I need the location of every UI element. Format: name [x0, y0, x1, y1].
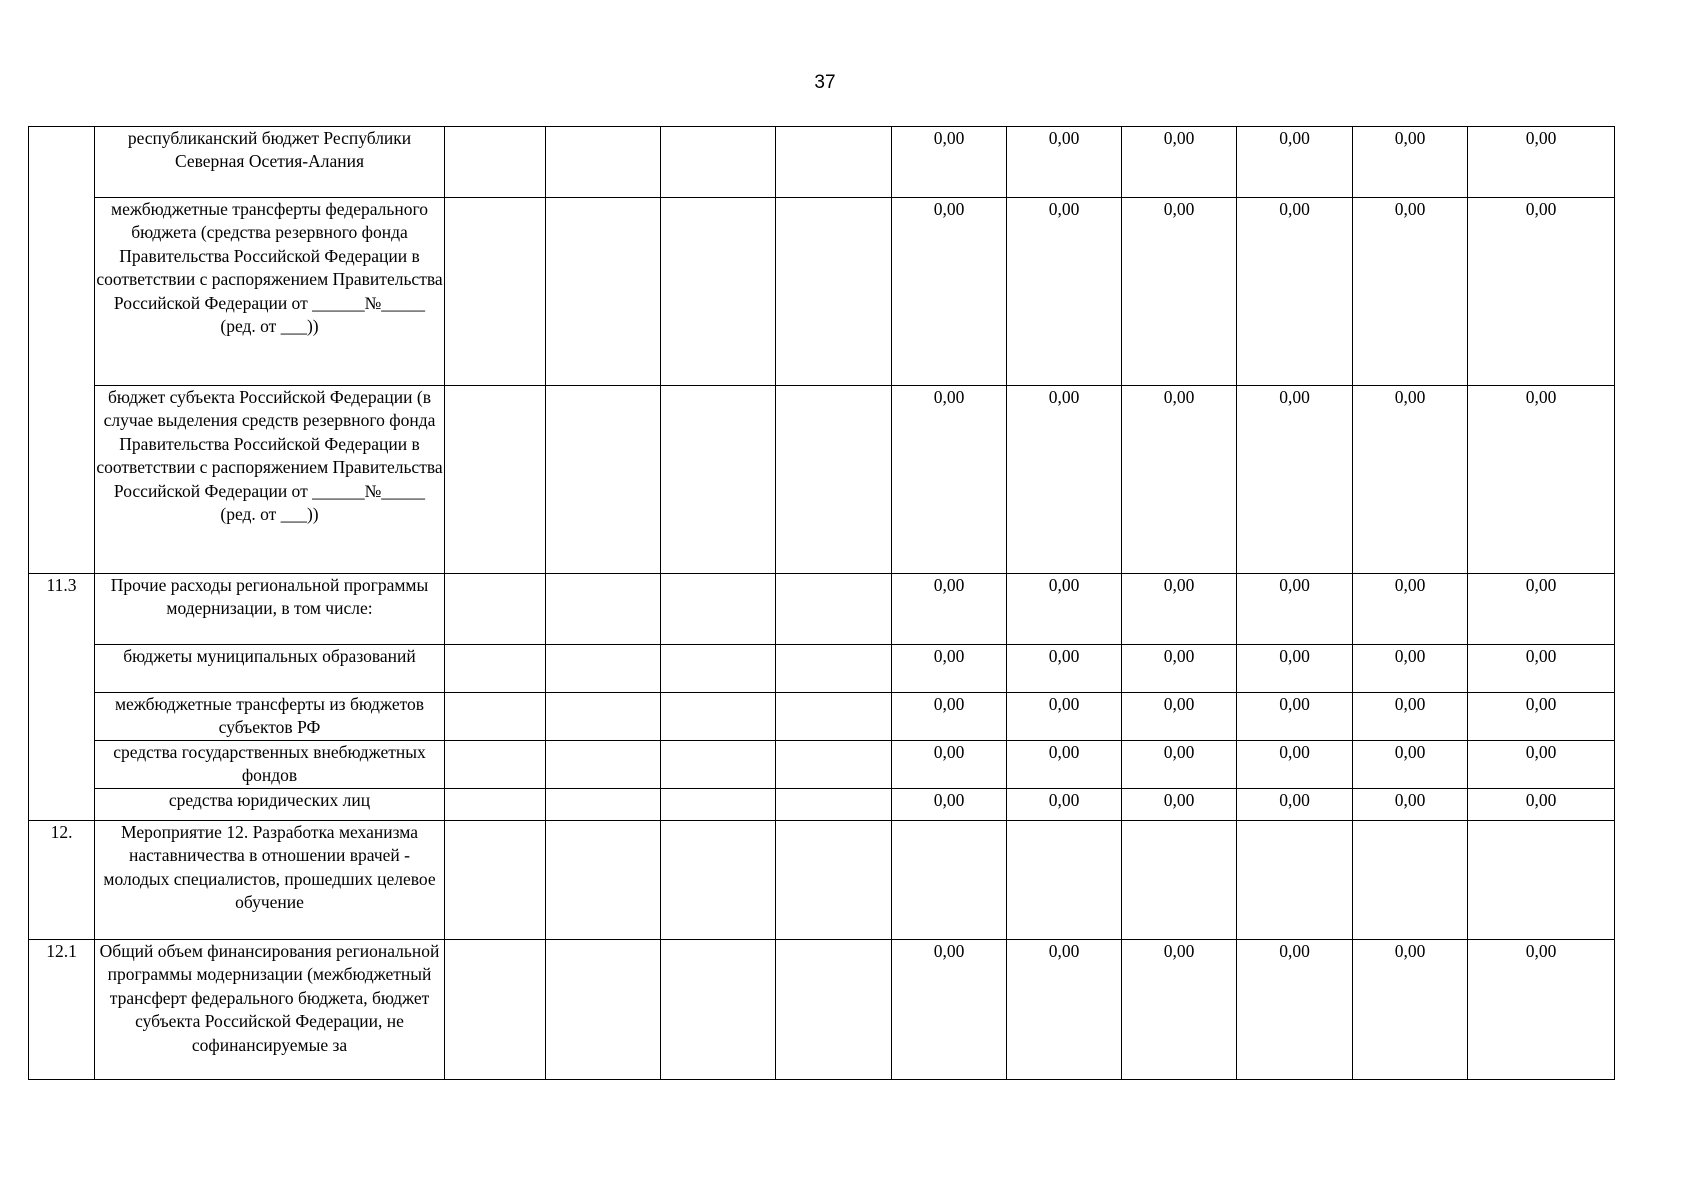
row-description: межбюджетные трансферты из бюджетов субъектов РФ [95, 693, 445, 741]
empty-cell [546, 386, 661, 574]
empty-cell [776, 645, 892, 693]
empty-cell [661, 789, 776, 821]
empty-cell [776, 940, 892, 1080]
value-cell: 0,00 [1237, 127, 1353, 198]
table-row [29, 789, 1615, 821]
table-row [29, 693, 1615, 741]
row-description: бюджеты муниципальных образований [95, 645, 445, 693]
value-cell: 0,00 [1122, 789, 1237, 821]
empty-cell [661, 693, 776, 741]
empty-cell [546, 693, 661, 741]
value-cell: 0,00 [1122, 386, 1237, 574]
empty-cell [661, 386, 776, 574]
empty-cell [546, 645, 661, 693]
empty-cell [776, 821, 892, 940]
empty-cell [661, 574, 776, 645]
row-description: средства государственных внебюджетных фондов [95, 741, 445, 789]
value-cell: 0,00 [892, 645, 1007, 693]
value-cell: 0,00 [1353, 693, 1468, 741]
value-cell: 0,00 [1353, 940, 1468, 1080]
value-cell: 0,00 [1007, 127, 1122, 198]
value-cell: 0,00 [1007, 741, 1122, 789]
empty-cell [445, 940, 546, 1080]
row-description: Общий объем финансирования региональной программы модернизации (межбюджетный трансферт федерального бюджета, бюджет субъекта Российской Федерации, не софинансируемые за [95, 940, 445, 1080]
value-cell: 0,00 [1122, 127, 1237, 198]
empty-cell [445, 645, 546, 693]
value-cell: 0,00 [1468, 574, 1615, 645]
row-description: бюджет субъекта Российской Федерации (в случае выделения средств резервного фонда Правительства Российской Федерации в соответствии с распоряжением Правительства Российской Федерации от ______№_____ (ред. от ___)) [95, 386, 445, 574]
empty-cell [661, 127, 776, 198]
empty-cell [661, 821, 776, 940]
value-cell: 0,00 [1237, 693, 1353, 741]
financing-table [28, 126, 1615, 1080]
empty-cell [661, 940, 776, 1080]
empty-cell [445, 789, 546, 821]
empty-cell [546, 940, 661, 1080]
empty-cell [445, 693, 546, 741]
value-cell: 0,00 [892, 940, 1007, 1080]
value-cell: 0,00 [1237, 940, 1353, 1080]
value-cell: 0,00 [1468, 741, 1615, 789]
table-row [29, 574, 1615, 645]
page-number: 37 [814, 72, 836, 93]
row-number-cell: 11.3 [29, 574, 95, 821]
value-cell: 0,00 [1468, 645, 1615, 693]
value-cell [1237, 821, 1353, 940]
empty-cell [546, 821, 661, 940]
value-cell: 0,00 [1007, 386, 1122, 574]
table-row [29, 127, 1615, 198]
table-row [29, 198, 1615, 386]
value-cell: 0,00 [1237, 198, 1353, 386]
value-cell: 0,00 [1122, 693, 1237, 741]
value-cell: 0,00 [1007, 940, 1122, 1080]
value-cell: 0,00 [892, 741, 1007, 789]
value-cell: 0,00 [892, 789, 1007, 821]
value-cell: 0,00 [1122, 741, 1237, 789]
empty-cell [445, 386, 546, 574]
empty-cell [546, 789, 661, 821]
empty-cell [546, 574, 661, 645]
value-cell [1353, 821, 1468, 940]
empty-cell [445, 198, 546, 386]
value-cell: 0,00 [1007, 574, 1122, 645]
value-cell: 0,00 [1007, 645, 1122, 693]
value-cell: 0,00 [1237, 645, 1353, 693]
table-row [29, 645, 1615, 693]
value-cell [1007, 821, 1122, 940]
value-cell: 0,00 [892, 127, 1007, 198]
empty-cell [776, 693, 892, 741]
value-cell: 0,00 [1122, 198, 1237, 386]
row-number-cell: 12.1 [29, 940, 95, 1080]
value-cell: 0,00 [1468, 127, 1615, 198]
value-cell: 0,00 [1237, 386, 1353, 574]
row-number-cell [29, 127, 95, 574]
value-cell [892, 821, 1007, 940]
value-cell: 0,00 [1007, 693, 1122, 741]
value-cell: 0,00 [1353, 789, 1468, 821]
value-cell: 0,00 [892, 693, 1007, 741]
table-row [29, 821, 1615, 940]
row-description: Прочие расходы региональной программы модернизации, в том числе: [95, 574, 445, 645]
row-number-cell: 12. [29, 821, 95, 940]
value-cell: 0,00 [1237, 741, 1353, 789]
row-description: межбюджетные трансферты федерального бюджета (средства резервного фонда Правительства Российской Федерации в соответствии с распоряжением Правительства Российской Федерации от ______№_____ (ред. от ___)) [95, 198, 445, 386]
empty-cell [776, 741, 892, 789]
value-cell: 0,00 [892, 198, 1007, 386]
table-row [29, 386, 1615, 574]
value-cell [1122, 821, 1237, 940]
value-cell: 0,00 [1353, 198, 1468, 386]
value-cell: 0,00 [1468, 386, 1615, 574]
empty-cell [661, 741, 776, 789]
value-cell: 0,00 [1122, 940, 1237, 1080]
value-cell: 0,00 [892, 574, 1007, 645]
empty-cell [776, 574, 892, 645]
empty-cell [445, 821, 546, 940]
value-cell: 0,00 [1237, 789, 1353, 821]
value-cell: 0,00 [1122, 574, 1237, 645]
value-cell: 0,00 [1122, 645, 1237, 693]
value-cell: 0,00 [1237, 574, 1353, 645]
empty-cell [546, 741, 661, 789]
value-cell: 0,00 [1353, 574, 1468, 645]
value-cell: 0,00 [1353, 741, 1468, 789]
table-row [29, 940, 1615, 1080]
empty-cell [661, 198, 776, 386]
empty-cell [776, 127, 892, 198]
row-description: средства юридических лиц [95, 789, 445, 821]
empty-cell [445, 741, 546, 789]
row-description: республиканский бюджет Республики Северная Осетия-Алания [95, 127, 445, 198]
empty-cell [546, 198, 661, 386]
value-cell: 0,00 [1468, 940, 1615, 1080]
value-cell: 0,00 [1468, 693, 1615, 741]
empty-cell [445, 127, 546, 198]
empty-cell [445, 574, 546, 645]
empty-cell [661, 645, 776, 693]
value-cell: 0,00 [1007, 198, 1122, 386]
value-cell: 0,00 [892, 386, 1007, 574]
value-cell: 0,00 [1353, 127, 1468, 198]
value-cell: 0,00 [1468, 198, 1615, 386]
empty-cell [776, 198, 892, 386]
row-description: Мероприятие 12. Разработка механизма наставничества в отношении врачей - молодых специалистов, прошедших целевое обучение [95, 821, 445, 940]
value-cell: 0,00 [1007, 789, 1122, 821]
empty-cell [546, 127, 661, 198]
table-row [29, 741, 1615, 789]
value-cell: 0,00 [1468, 789, 1615, 821]
value-cell [1468, 821, 1615, 940]
value-cell: 0,00 [1353, 645, 1468, 693]
empty-cell [776, 386, 892, 574]
empty-cell [776, 789, 892, 821]
value-cell: 0,00 [1353, 386, 1468, 574]
